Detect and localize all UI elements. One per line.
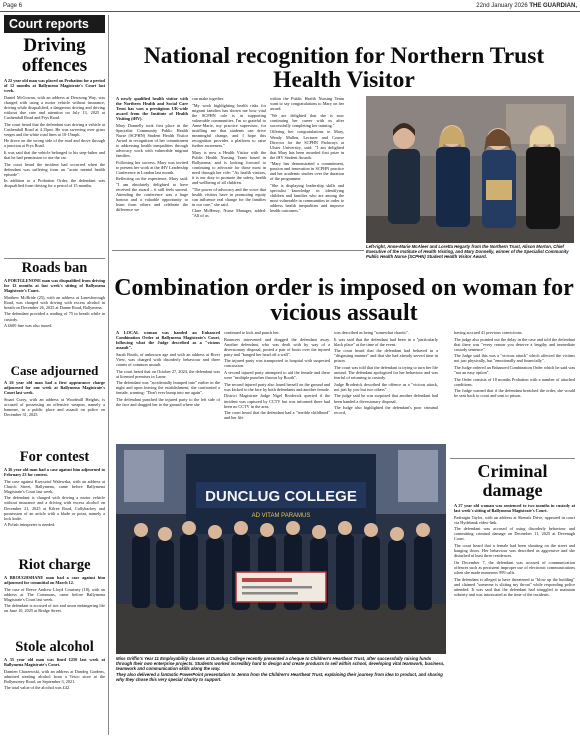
health-visitor-photo-graphic	[366, 96, 574, 243]
health-col-1	[116, 96, 188, 249]
combo-headline: Combination order is imposed on woman for vicious assault	[114, 275, 574, 326]
paragraph: Mary Donnelly took first place in the Specialist Community Public Health Nurse (SCPHN) Student Health Visitor Award in recognition of her commitment to addressing health inequalities through advocacy work with vulnerable migrant families.	[116, 122, 188, 159]
paragraph: Daniel McGowan, with an address at Dewsong Way, was charged with using a motor vehicle without insurance, driving while disqualified, a dangerous driving and driving without due care and attention on July 13, 2025 at Cushendall Road and Frys Road.	[4, 94, 105, 120]
paragraph: A PORTGLENONE man was disqualified from driving for 12 months at last week's sitting of Ballymena Magistrate's Court.	[4, 278, 105, 294]
paragraph: District Magistrate Judge Nigel Broderick queried if the incident was captured by CCTV but was informed there had been no CCTV in the area.	[224, 393, 330, 409]
alcohol-body	[4, 657, 105, 735]
paragraph: "She is displaying leadership skills and specialist knowledge in identifying children and families who are among the most vulnerable in communities in order to address health inequalities and improve health outcomes."	[270, 183, 344, 214]
paragraph: Sarah Booth, of unknown age and with an address at River View, was charged with disorderly behaviour and three counts of common assault.	[116, 351, 220, 367]
paragraph: The injured party was transported to hospital with suspected concussion.	[224, 358, 330, 369]
paragraph: He drove on the wrong side of the road and drove through a junction at Frys Road.	[4, 138, 105, 149]
driving-body	[4, 78, 105, 256]
paragraph: Offering her congratulations to Mary, Wendy Mullen, Lecturer and Course Director for the SCPHN Pathways at Ulster University, said: "I am delighted that Mary has been awarded first prize in the iHV Student Awards.	[270, 129, 344, 160]
dunclug-photo-graphic	[116, 444, 446, 654]
page-header	[0, 0, 580, 12]
paragraph: A LOCAL woman was handed an Enhanced Combination Order at Ballymena Magistrate's Court, following what the Judge described as a "vicious assault".	[116, 330, 220, 351]
paragraph: The judge also pointed out the delay in the case and told the defendant that there was "every reason you deserve a lengthy and immediate custody sentence".	[454, 336, 575, 352]
paragraph: A 36 year old man had a case against him adjourned to February 23 for contest.	[4, 467, 105, 478]
contest-body	[4, 467, 105, 557]
paragraph: "Mary has demonstrated a commitment, passion and innovation in SCPHN practice and her academic studies over the duration of the programme.	[270, 161, 344, 182]
riot-headline: Riot charge	[18, 557, 91, 573]
paragraph: A 27 year old woman was sentenced to two months in custody at last week's sitting of Ballymena Magistrate's Court.	[454, 503, 575, 514]
paragraph: On December 7, the defendant was accused of communication offences such as persistent improper use of electronic communications when she made numerous 999 calls.	[454, 559, 575, 575]
paragraph: "We are delighted that she is now continuing her career with us after successfully completing her training."	[270, 112, 344, 128]
combo-col-3	[334, 330, 438, 438]
divider	[450, 458, 575, 459]
criminal-body	[454, 503, 575, 735]
section-tag: Court reports	[4, 15, 105, 33]
paragraph: "My work highlighting health risks for migrant families has shown me how vital the SCPHN role is in supporting vulnerable communities. I'm so grateful to Anne-Marie, my practice supervisor, for instilling me that students can drive meaningful change, and I hope this recognition provides a platform to raise further awareness."	[192, 102, 266, 149]
dunclug-photo-caption: Miss Griffin's Year 11 Employability classes at Dunclug College recently presented a cheque to Children's Heartbeat Trust, after successfully raising funds through their own enterprise projects. Students worked incredibly hard to design and create products to sell within school, developing vital teamwork, business, teamwork and communication skills along the way. They also delivered a fantastic PowerPoint presentation to Jenna from the Children's Heartbeat Trust, explaining their journey from idea to product, and sharing why they chose this very special charity to support.	[116, 656, 445, 682]
paragraph: The defendant was accused of using disorderly behaviour and committing criminal damage on December 11, 2025 at Devenagh Court.	[454, 526, 575, 542]
driving-headline: Driving offences	[21, 35, 88, 76]
paragraph: A 35 year old man was fined £250 last week at Ballymena Magistrate's Court.	[4, 657, 105, 668]
column-rule	[108, 15, 109, 735]
paragraph: The Judge warned that if the defendant breached the order, she would be sent back to court and sent to prison.	[454, 388, 575, 399]
paragraph: A £600 fine was also issued.	[4, 323, 53, 329]
paragraph: In addition to a Probation Order, the defendant was disqualified from driving for a period of 15 months.	[4, 178, 105, 189]
health-headline: National recognition for Northern Trust Health Visitor	[143, 43, 545, 93]
paragraph: The court was told that the defendant is trying to turn her life around. The defendant apologised for her behaviour and was fearful of returning to custody.	[334, 365, 438, 381]
case-body	[4, 380, 105, 448]
paragraph: The court heard that the defendant had behaved in a "disgusting manner" and that she had already served time in prison.	[334, 348, 438, 364]
divider	[112, 250, 364, 251]
paragraph: The defendant is alleged to have threatened to "blow up the building" and claimed "someone is slitting my throat" while responding police attended. It was said that the defendant had struggled to maintain sobriety and was intoxicated at the time of the incidents.	[454, 576, 575, 597]
roads-body	[4, 278, 105, 362]
paragraph: Damien Charzewski, with an address at Dundeg Gardens, admitted stealing alcohol from a Tesco store at the Ballymoney Road, on September 3, 2021.	[4, 668, 105, 684]
paragraph: Matthew McBride (25), with an address at Lanesborough Road, was charged with driving with excess alcohol in breath on December 26, 2025 at Dunne Road, Ballymena.	[4, 294, 105, 310]
dunclug-motto: AD VITAM PARAMUS	[251, 513, 311, 519]
paragraph: A newly qualified health visitor with the Northern Health and Social Care Trust has won a prestigious UK-wide award from the Institute of Health Visiting (iHV).	[116, 96, 188, 122]
paragraph: The Order consists of 18 months Probation with a number of attached conditions.	[454, 376, 575, 387]
issue-date	[476, 3, 577, 9]
health-col-2	[192, 96, 266, 249]
paragraph: continued to kick and punch her.	[224, 330, 280, 335]
paragraph: The Judge also highlighted the defendant's poor criminal record,	[334, 405, 438, 416]
paragraph: Mary is now a Health Visitor with the Public Health Nursing Team based in Ballymena, and is looking forward to continuing to advocate for those most in need through her role: "As health visitors, it is our duty to promote the safety, health and wellbeing of all children.	[192, 149, 266, 185]
paragraph: It was said that the defendant had been in a "particularly black place" at the time of the event.	[334, 336, 438, 347]
paragraph: Judge Broderick described the offence as a "vicious attack, not just by you but two others".	[334, 381, 438, 392]
page-number: Page 6	[3, 3, 23, 9]
paragraph: The defendant punched the injured party to the left side of the face and dragged her to the ground where she	[116, 396, 220, 407]
paragraph: The defendant is charged with driving a motor vehicle without insurance and a driving with excess alcohol on December 21, 2025 at Kilree Road, Cullybackey and possession of an article with a blade or point, namely a lock knife.	[4, 495, 105, 521]
paragraph: A 26 year old man had a first appearance charge adjourned for one week at Ballymena Magistrate's Court last week.	[4, 380, 105, 396]
paragraph: The Judge ordered an Enhanced Combination Order which he said was "not an easy option".	[454, 365, 575, 376]
paragraph: within the Public Health Nursing Team want to say congratulations to Mary on her award.	[270, 96, 344, 112]
contest-headline: For contest	[19, 449, 90, 465]
health-col-3	[270, 96, 344, 249]
dunclug-sign: DUNCLUG COLLEGE	[205, 488, 357, 505]
paragraph: The case of Reece Andrew Lloyd Courtney (18), with an address at The Commons, came before Ballymena Magistrate's Court last week.	[4, 586, 105, 602]
paragraph: The defendant is accused of riot and arson endangering life on June 10, 2025 at Bridge Street.	[4, 603, 105, 614]
riot-body	[4, 575, 105, 639]
paragraph: Reflecting on the experience, Mary said: "I am absolutely delighted to have received the award – it still feels surreal. Attending the conference was a huge honour and a valuable opportunity to learn from others and celebrate the difference we	[116, 176, 188, 212]
paragraph: Following her success, Mary was invited to present her work at the iHV Leadership Conference in London last month.	[116, 159, 188, 175]
paragraph: A Polish interpreter is needed.	[4, 522, 56, 528]
paragraph: The court heard that a female had been shouting on the street and banging doors. Her behaviour was described as aggressive and she disturbed at least three residences.	[454, 543, 575, 559]
paragraph: Padraigin Taylor, with an address at Skenals Drive, appeared in court via Hydebank video-link.	[454, 514, 575, 525]
paragraph: The defendant was "accidentally bumped into" earlier in the night and upon leaving the establishment, she confronted a female, warning: "Don't ever bump into me again".	[116, 380, 220, 396]
paragraph: Bouncers intervened and dragged the defendant away. Another defendant, who was dealt with by way of a diversionary disposal, posted a pair of boots over the injured party and "banged her head off a wall".	[224, 336, 330, 357]
paragraph: can make together.	[192, 96, 224, 101]
paragraph: A second injured party attempted to aid the female and there were "multiple punches thrown by Booth".	[224, 370, 330, 381]
divider	[4, 258, 105, 259]
paragraph: "The power of advocacy and the voice that health visitors have in promoting equity can influence real change for the families in our care," she said.	[192, 186, 266, 207]
case-headline: Case adjourned	[10, 363, 99, 378]
paragraph: The court heard the incident had occurred when the defendant was suffering from an "acute mental health episode".	[4, 161, 105, 177]
health-photo-caption: Left-right, Anne-Marie McAleer and Loretta Hegarty from the Northern Trust, Alison Morton, Chief Executive of the Institute of Health Visiting, and Mary Donnelly, winner of the Specialist Community Public Health Nurse (SCPHN) Student Health Visitor Award.	[366, 244, 569, 260]
paper-name: THE GUARDIAN,	[529, 3, 577, 9]
paragraph: Stuart Curry, with an address at Woodmill Heights, is accused of possessing an offensive weapon, namely a hammer, in a public place and assault on police on December 31, 2025.	[4, 396, 105, 417]
health-visitor-photo	[366, 96, 574, 243]
paragraph: having accrued 41 previous convictions.	[454, 330, 523, 335]
roads-headline: Roads ban	[21, 260, 88, 276]
paragraph: Clare McHenry, Nurse Manager, added: "All of us	[192, 208, 266, 219]
paragraph: The judge said he was surprised that another defendant had been handed a diversionary disposal.	[334, 393, 438, 404]
paragraph: A BROUGHSHANE man had a case against him adjourned for committal on March 12.	[4, 575, 105, 586]
dunclug-photo	[116, 444, 446, 654]
combo-col-4	[454, 330, 575, 454]
alcohol-headline: Stole alcohol	[15, 639, 94, 655]
paragraph: The court heard that on October 27, 2024, the defendant was at licensed premises in Larne.	[116, 368, 220, 379]
combo-col-2	[224, 330, 330, 438]
issue-date-text: 22nd January 2026	[476, 3, 528, 9]
paragraph: The Judge said this was a "vicious attack" which affected the victims not just physically, but "emotionally and financially".	[454, 353, 575, 364]
paragraph: The court heard that the defendant had a "terrible childhood" and her life	[224, 410, 330, 421]
paragraph: was described as being "somewhat chaotic".	[334, 330, 410, 335]
criminal-headline: Criminal damage	[477, 461, 548, 500]
paragraph: It was said that the vehicle belonged to his step-father and that he had permission to use the car.	[4, 149, 105, 161]
paragraph: A 22 year old man was placed on Probation for a period of 12 months at Ballymena Magistrate's Court last week.	[4, 78, 105, 94]
paragraph: The total value of the alcohol was £42.	[4, 685, 71, 691]
paragraph: The second injured party also found herself on the ground and was kicked to the face by both defendants and another female.	[224, 381, 330, 392]
combo-col-1	[116, 330, 220, 438]
paragraph: The case against Krzysztof Walewska, with an address at Church Street, Ballymena, came before Ballymena Magistrate's Court last week.	[4, 478, 105, 494]
paragraph: The court heard that the defendant was driving a vehicle at Cushendall Road at 4.15pm. He was swerving over grass verges and the white road lines at 10-15mph.	[4, 121, 105, 137]
paragraph: The defendant provided a reading of 75 in breath while in custody.	[4, 311, 105, 322]
